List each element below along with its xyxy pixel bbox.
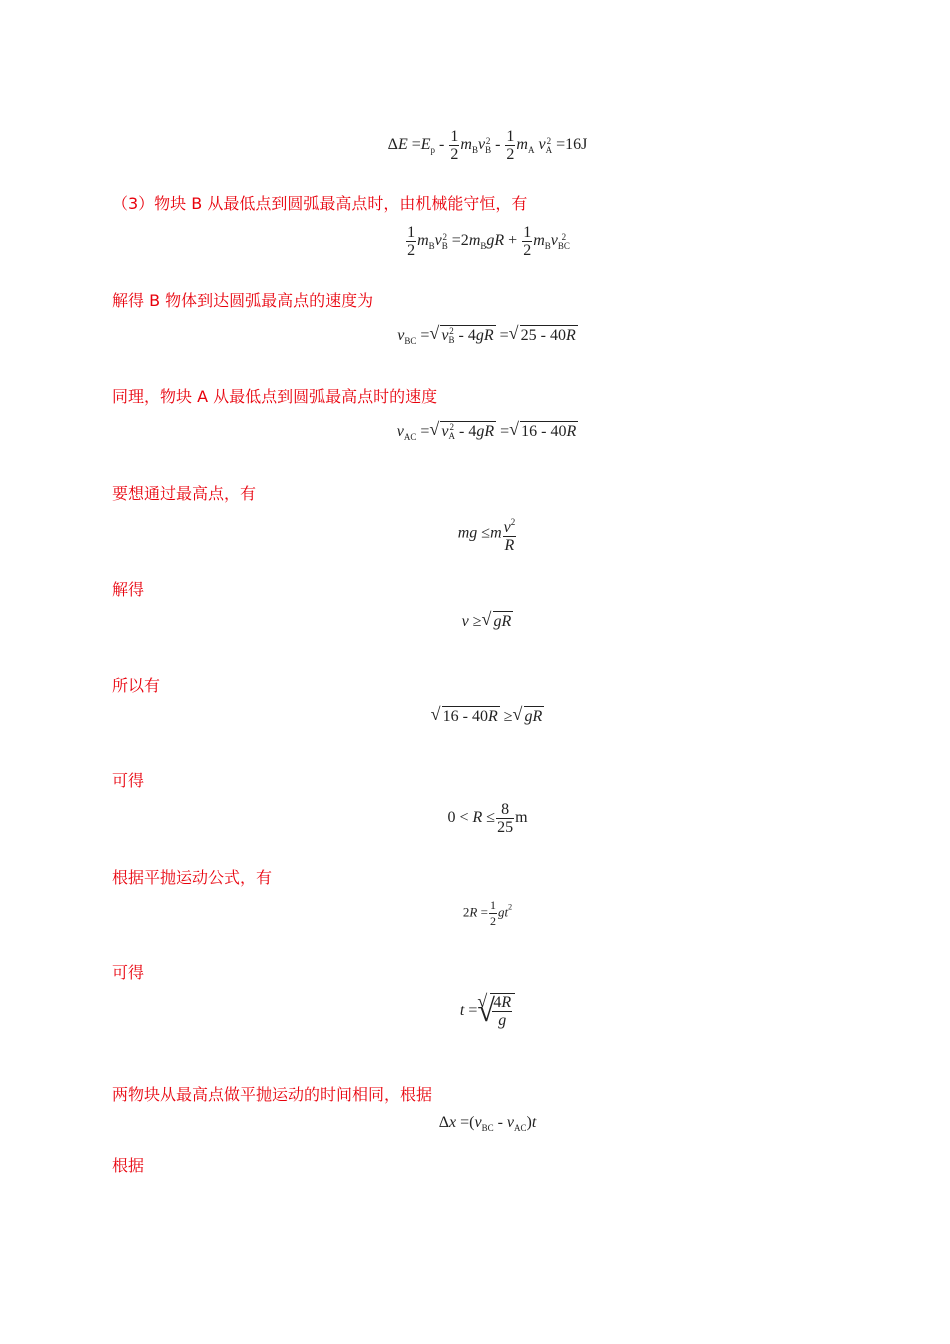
equation-time: t = √ √ $\frac{4R}{g}$ — [0, 993, 950, 1029]
paragraph-text: 根据 — [112, 1156, 145, 1175]
equation-projectile: 2R = $\frac{1}{2}$ $gt^2$ — [462, 898, 513, 928]
paragraph-text: 要想通过最高点，有 — [112, 484, 257, 503]
equation-v-min: v ≥√ gR — [0, 611, 950, 631]
paragraph-text: 同理，物块 A 从最低点到圆弧最高点时的速度 — [112, 387, 438, 406]
paragraph-text: 解得 B 物体到达圆弧最高点的速度为 — [112, 291, 374, 310]
paragraph-text: 可得 — [112, 963, 145, 982]
equation-inequality: √ 16 - 40R ≥√ gR — [0, 706, 950, 726]
paragraph-text: 所以有 — [112, 676, 161, 695]
equation-energy-loss: $\Delta E =E_p$ - $\frac{1}{2}$ $m_Bv$ 2 B - $\frac{1}{2}$ $m_A$ v 2 A =16J — [387, 128, 588, 163]
paragraph-text: 两物块从最高点做平抛运动的时间相同，根据 — [112, 1085, 433, 1104]
equation-r-range: 0 < R ≤ $\frac{8}{25}$ m — [447, 801, 528, 836]
paragraph-text: 解得 — [112, 580, 145, 599]
paragraph-text: （3）物块 B 从最低点到圆弧最高点时，由机械能守恒，有 — [112, 194, 528, 213]
paragraph-text: 可得 — [112, 771, 145, 790]
equation-vbc: $v_{BC}$ =√ v 2 B - 4gR =√ 25 - 40R — [0, 325, 950, 346]
equation-vac: $v_{AC}$ =√ v 2 A - 4gR =√ 16 - 40R — [0, 421, 950, 442]
paragraph-text: 根据平抛运动公式，有 — [112, 868, 273, 887]
equation-energy-conservation: $\frac{1}{2}$ $m_Bv$ 2 B $=2m_BgR$ + $\frac{1}{2}$ $m_Bv$ 2 BC — [407, 224, 570, 259]
equation-top-condition: mg ≤m $\frac{v^2}{R}$ — [0, 514, 950, 554]
equation-delta-x: $\Delta x =(v_{BC} - v_{AC})t$ — [438, 1114, 537, 1133]
